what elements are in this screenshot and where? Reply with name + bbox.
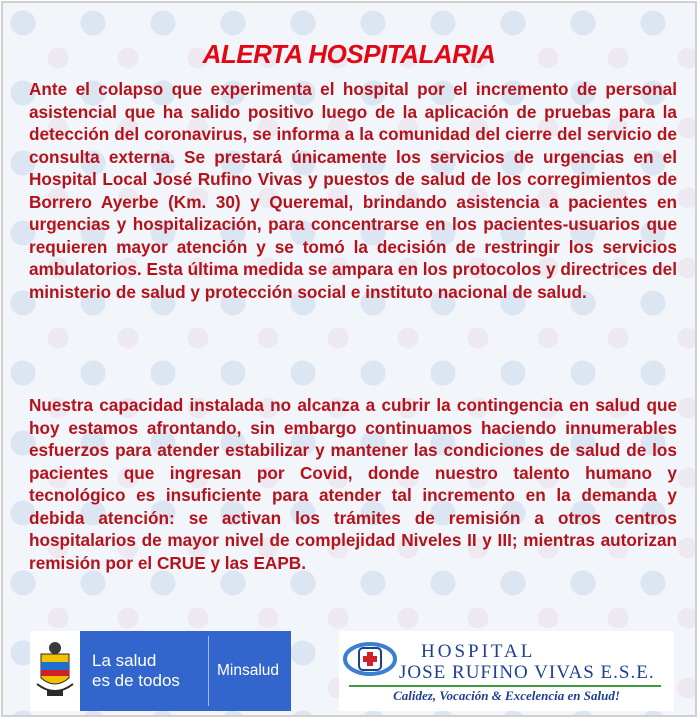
hospital-name-line-2: JOSE RUFINO VIVAS E.S.E. <box>399 662 655 683</box>
announcement-card <box>1 1 697 717</box>
announcement-paragraph-2: Nuestra capacidad instalada no alcanza a cubrir la contingencia en salud que hoy estamos afrontando, sin embargo continuamos haciendo innumerables esfuerzos para atender estabilizar y mantener las condiciones de salud de los pacientes que ingresan por Covid, donde nuestro talento humano y tecnológico es insuficiente para atender tal incremento en la demanda y debida atención: se activan los trámites de remisión a otros centros hospitalarios de mayor nivel de complejidad Niveles II y III; mientras autorizan remisión por el CRUE y las EAPB. <box>29 395 677 573</box>
colombia-coat-of-arms-icon <box>30 631 80 711</box>
slogan-line-2: es de todos <box>92 671 180 690</box>
page-title: ALERTA HOSPITALARIA <box>202 39 496 69</box>
announcement-paragraph-1: Ante el colapso que experimenta el hospital por el incremento de personal asistencial que ha salido positivo luego de la aplicación de pruebas para la detección del coronavirus, se informa a la comunidad del cierre del servicio de consulta externa. Se prestará únicamente los servicios de urgencias en el Hospital Local José Rufino Vivas y puestos de salud de los corregimientos de Borrero Ayerbe (Km. 30) y Queremal, brindando asistencia a pacientes en urgencias y hospitalización, para concentrarse en los pacientes-usuarios que requieren mayor atención y se tomó la decisión de restringir los servicios ambulatorios. Esta última medida se ampara en los protocolos y directrices del ministerio de salud y protección social e instituto nacional de salud. <box>29 79 677 302</box>
slogan-line-1: La salud <box>92 651 157 670</box>
ministry-name: Minsalud <box>217 662 280 679</box>
minsalud-slogan <box>80 651 202 691</box>
hospital-name-line-1: HOSPITAL <box>421 641 536 662</box>
hospital-logo <box>339 631 674 711</box>
minsalud-logo <box>30 631 291 711</box>
logo-divider <box>349 685 661 687</box>
hospital-cross-logo-icon <box>343 639 397 683</box>
logo-divider <box>208 636 209 706</box>
minsalud-banner <box>80 631 291 711</box>
hospital-tagline: Calidez, Vocación & Excelencia en Salud! <box>393 688 620 703</box>
